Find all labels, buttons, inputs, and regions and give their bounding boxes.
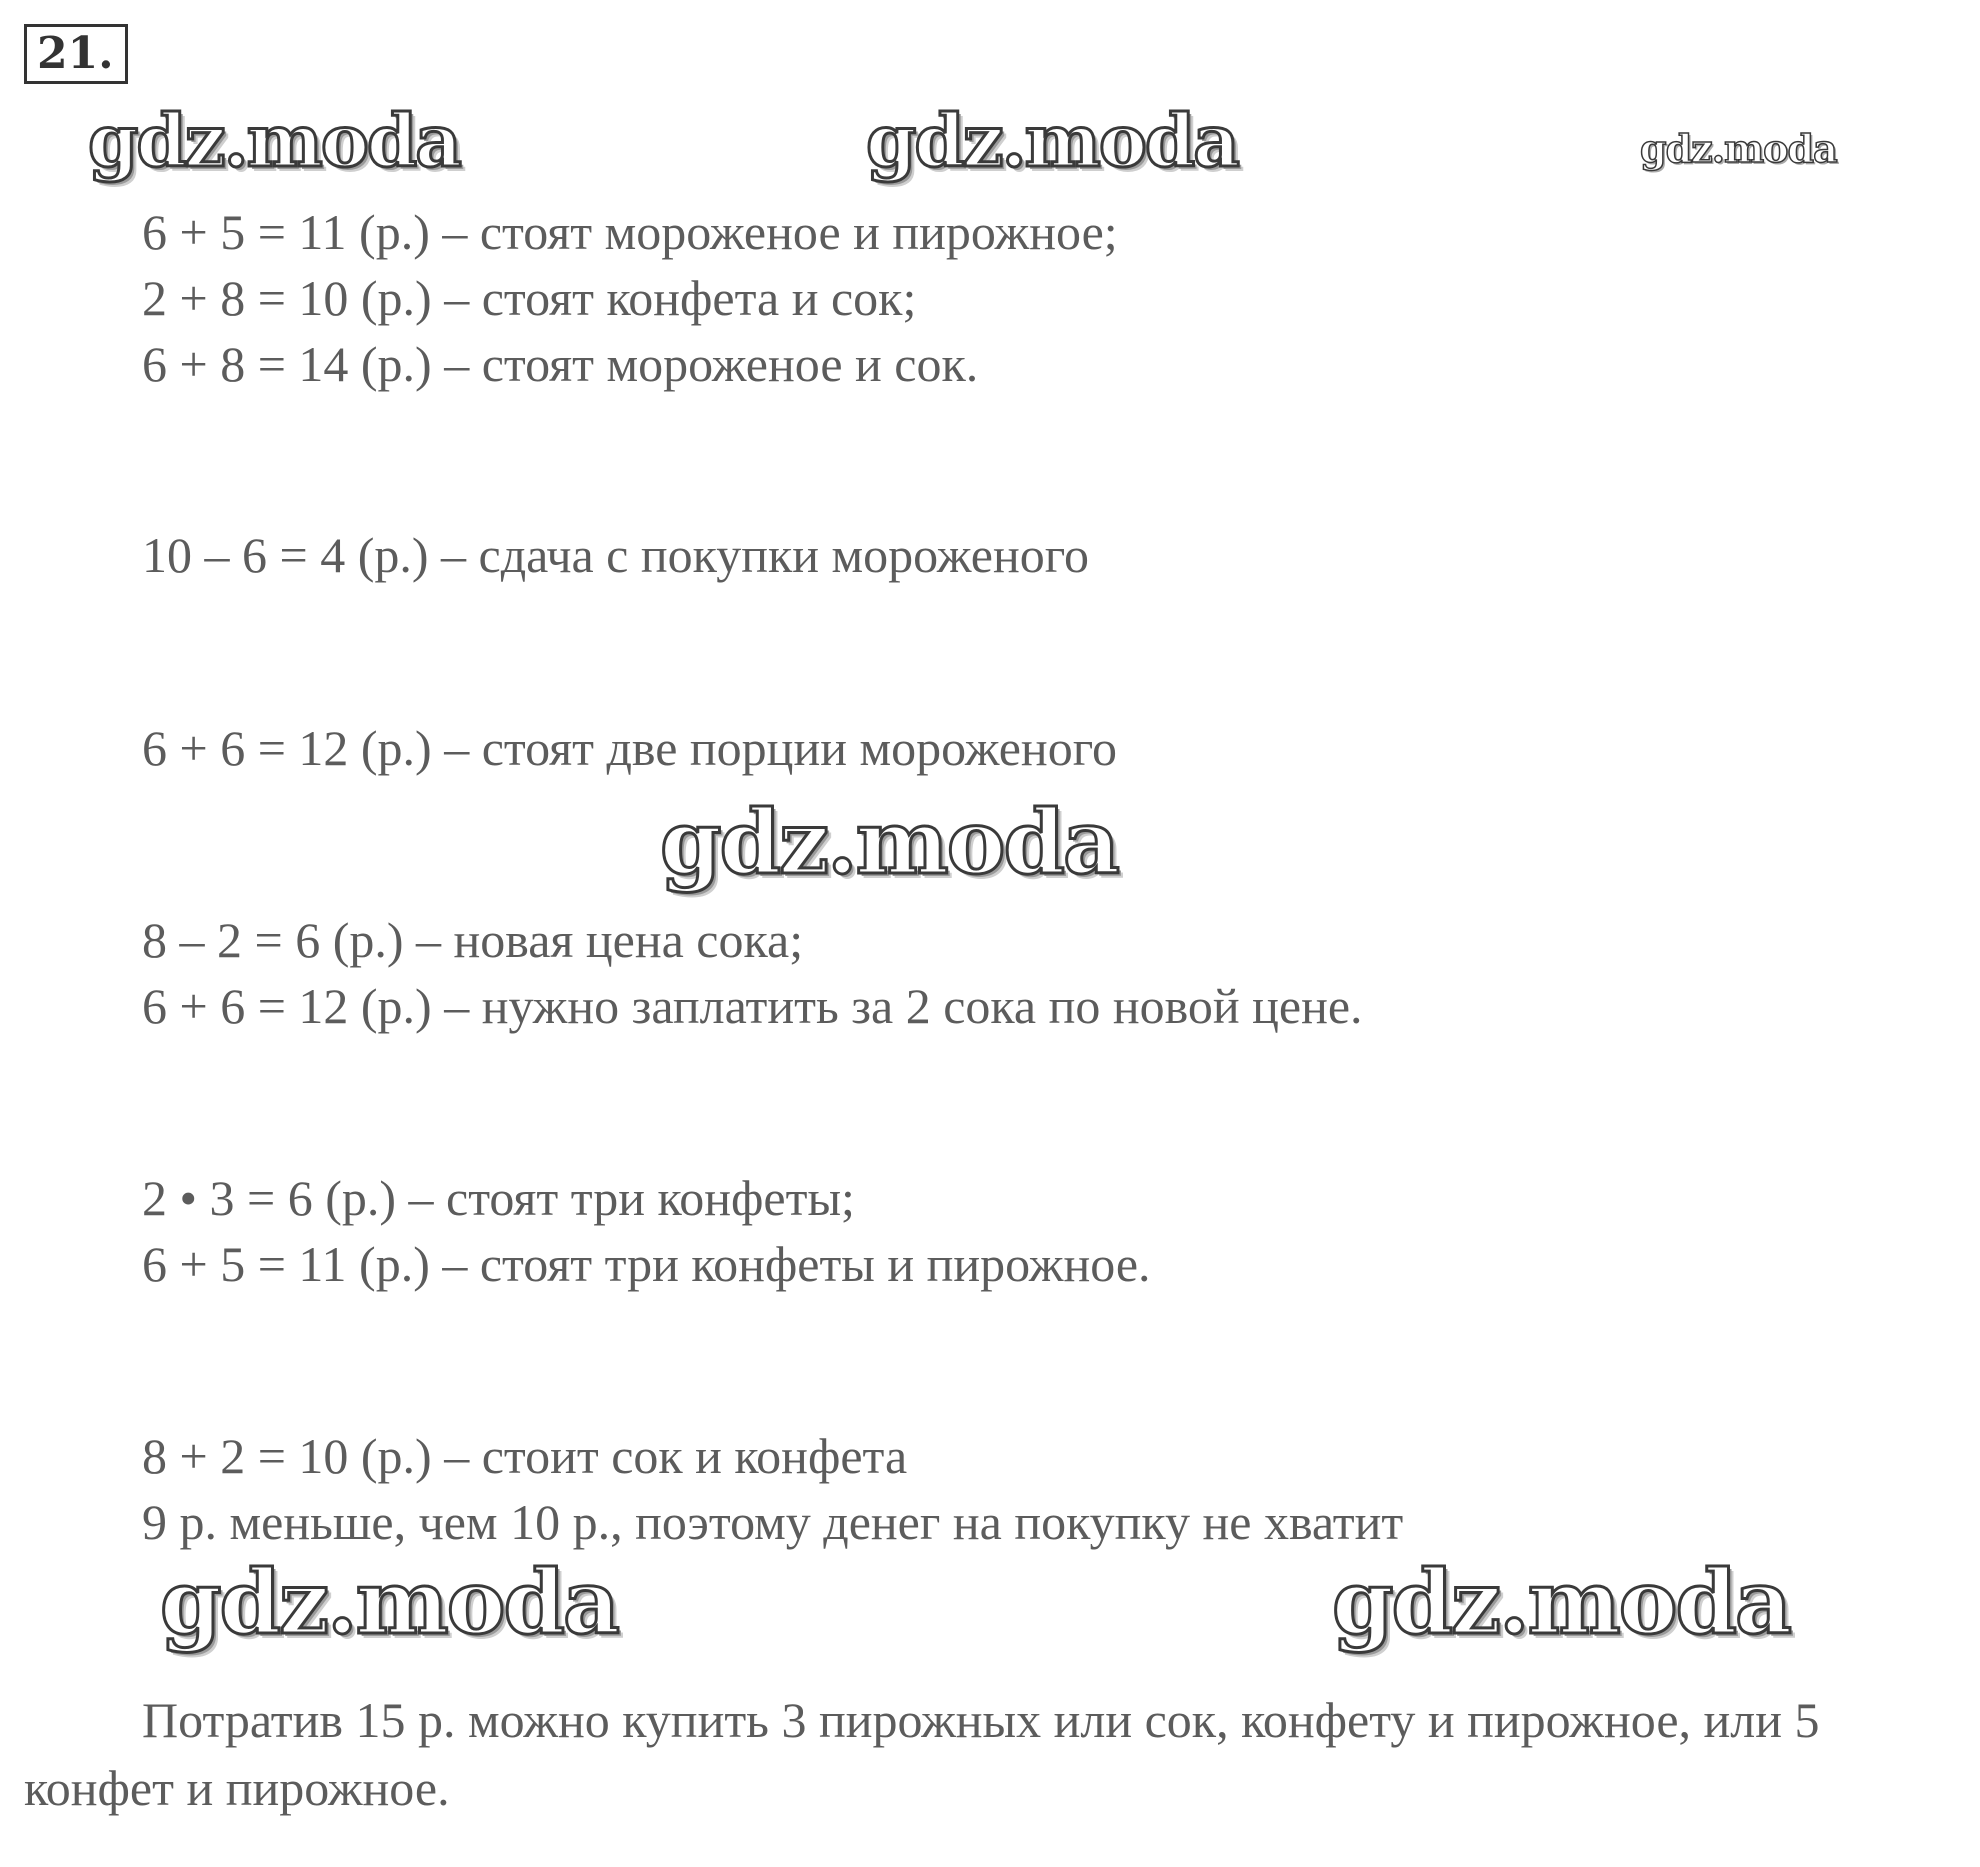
solution-line: 6 + 8 = 14 (р.) – стоят мороженое и сок. (142, 336, 979, 392)
problem-number: 21. (24, 24, 128, 84)
solution-line: 8 + 2 = 10 (р.) – стоит сок и конфета (142, 1428, 908, 1484)
watermark-logo: gdz.moda (88, 98, 460, 183)
watermark-logo: gdz.moda (1332, 1550, 1791, 1654)
conclusion-paragraph: Потратив 15 р. можно купить 3 пирожных или сок, конфету и пирожное, или 5 конфет и пирожное. (24, 1692, 1820, 1816)
solution-line: 9 р. меньше, чем 10 р., поэтому денег на покупку не хватит (142, 1494, 1404, 1550)
solution-line: 6 + 5 = 11 (р.) – стоят три конфеты и пирожное. (142, 1236, 1151, 1292)
solution-line: 6 + 5 = 11 (р.) – стоят мороженое и пирожное; (142, 204, 1118, 260)
solution-line: 6 + 6 = 12 (р.) – нужно заплатить за 2 сока по новой цене. (142, 978, 1363, 1034)
solution-line: 10 – 6 = 4 (р.) – сдача с покупки мороженого (142, 527, 1089, 583)
solution-line: 8 – 2 = 6 (р.) – новая цена сока; (142, 912, 804, 968)
watermark-logo: gdz.moda (660, 790, 1119, 894)
solution-line: 6 + 6 = 12 (р.) – стоят две порции мороженого (142, 720, 1117, 776)
watermark-logo: gdz.moda (866, 98, 1238, 183)
watermark-logo: gdz.moda (1640, 126, 1837, 171)
solution-line: 2 + 8 = 10 (р.) – стоят конфета и сок; (142, 270, 917, 326)
solution-line: 2 • 3 = 6 (р.) – стоят три конфеты; (142, 1170, 855, 1226)
watermark-logo: gdz.moda (160, 1550, 619, 1654)
